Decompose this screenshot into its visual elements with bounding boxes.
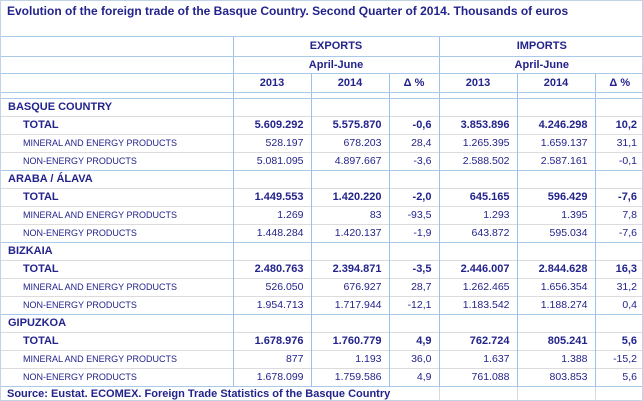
- value-cell: 1.759.586: [311, 368, 389, 386]
- value-cell: 596.429: [517, 188, 595, 206]
- year-header-row: [1, 73, 643, 92]
- section-label: BIZKAIA: [1, 242, 233, 260]
- table-title: Evolution of the foreign trade of the Basque Country. Second Quarter of 2014. Thousands of euros: [1, 1, 642, 37]
- value-cell: 803.853: [517, 368, 595, 386]
- value-cell: 678.203: [311, 134, 389, 152]
- value-cell: 805.241: [517, 332, 595, 350]
- value-cell: -7,6: [595, 188, 643, 206]
- corner-cell: [1, 37, 233, 56]
- table-row: [1, 296, 643, 314]
- source-row: [1, 386, 643, 401]
- row-label: TOTAL: [1, 332, 233, 350]
- value-cell: -3,5: [389, 260, 439, 278]
- value-cell: 36,0: [389, 350, 439, 368]
- value-cell: -0,6: [389, 116, 439, 134]
- table-row: [1, 206, 643, 224]
- row-label: TOTAL: [1, 116, 233, 134]
- row-label: MINERAL AND ENERGY PRODUCTS: [1, 206, 233, 224]
- exports-2013-header: 2013: [233, 73, 311, 92]
- row-label: NON-ENERGY PRODUCTS: [1, 368, 233, 386]
- value-cell: 1.678.976: [233, 332, 311, 350]
- row-label: MINERAL AND ENERGY PRODUCTS: [1, 134, 233, 152]
- value-cell: 10,2: [595, 116, 643, 134]
- value-cell: 1.269: [233, 206, 311, 224]
- corner-cell: [1, 73, 233, 92]
- table-row: [1, 134, 643, 152]
- value-cell: 5.575.870: [311, 116, 389, 134]
- value-cell: -3,6: [389, 152, 439, 170]
- source-note: Source: Eustat. ECOMEX. Foreign Trade Statistics of the Basque Country: [1, 386, 439, 401]
- exports-delta-header: Δ %: [389, 73, 439, 92]
- exports-group-header: EXPORTS: [233, 37, 439, 56]
- value-cell: 1.262.465: [439, 278, 517, 296]
- row-label: NON-ENERGY PRODUCTS: [1, 224, 233, 242]
- section-header-row: [1, 242, 643, 260]
- exports-period-header: April-June: [233, 56, 439, 73]
- value-cell: 1.420.220: [311, 188, 389, 206]
- value-cell: 1.678.099: [233, 368, 311, 386]
- value-cell: 28,4: [389, 134, 439, 152]
- section-header-row: [1, 98, 643, 116]
- value-cell: 4,9: [389, 332, 439, 350]
- table-row: [1, 152, 643, 170]
- imports-2014-header: 2014: [517, 73, 595, 92]
- value-cell: 1.637: [439, 350, 517, 368]
- row-label: NON-ENERGY PRODUCTS: [1, 152, 233, 170]
- imports-delta-header: Δ %: [595, 73, 643, 92]
- value-cell: 2.588.502: [439, 152, 517, 170]
- exports-2014-header: 2014: [311, 73, 389, 92]
- row-label: MINERAL AND ENERGY PRODUCTS: [1, 350, 233, 368]
- value-cell: 1.193: [311, 350, 389, 368]
- table-row: [1, 332, 643, 350]
- table-row: [1, 260, 643, 278]
- row-label: NON-ENERGY PRODUCTS: [1, 296, 233, 314]
- value-cell: 5.081.095: [233, 152, 311, 170]
- imports-2013-header: 2013: [439, 73, 517, 92]
- value-cell: -7,6: [595, 224, 643, 242]
- value-cell: 1.388: [517, 350, 595, 368]
- value-cell: 761.088: [439, 368, 517, 386]
- value-cell: 2.480.763: [233, 260, 311, 278]
- value-cell: 1.448.284: [233, 224, 311, 242]
- value-cell: 5,6: [595, 368, 643, 386]
- value-cell: 5.609.292: [233, 116, 311, 134]
- table-row: [1, 350, 643, 368]
- value-cell: -15,2: [595, 350, 643, 368]
- value-cell: -2,0: [389, 188, 439, 206]
- value-cell: 595.034: [517, 224, 595, 242]
- table-row: [1, 188, 643, 206]
- value-cell: 2.446.007: [439, 260, 517, 278]
- value-cell: 645.165: [439, 188, 517, 206]
- value-cell: 1.183.542: [439, 296, 517, 314]
- value-cell: 762.724: [439, 332, 517, 350]
- table-row: [1, 224, 643, 242]
- value-cell: 4.897.667: [311, 152, 389, 170]
- value-cell: 526.050: [233, 278, 311, 296]
- value-cell: 1.717.944: [311, 296, 389, 314]
- value-cell: 877: [233, 350, 311, 368]
- value-cell: 1.188.274: [517, 296, 595, 314]
- value-cell: 1.449.553: [233, 188, 311, 206]
- row-label: MINERAL AND ENERGY PRODUCTS: [1, 278, 233, 296]
- section-label: ARABA / ÁLAVA: [1, 170, 233, 188]
- value-cell: -0,1: [595, 152, 643, 170]
- value-cell: 83: [311, 206, 389, 224]
- value-cell: -1,9: [389, 224, 439, 242]
- group-header-row: [1, 37, 643, 56]
- value-cell: 1.659.137: [517, 134, 595, 152]
- value-cell: -93,5: [389, 206, 439, 224]
- data-table: [1, 37, 643, 401]
- value-cell: 1.656.354: [517, 278, 595, 296]
- value-cell: 2.844.628: [517, 260, 595, 278]
- value-cell: 7,8: [595, 206, 643, 224]
- value-cell: 643.872: [439, 224, 517, 242]
- value-cell: 676.927: [311, 278, 389, 296]
- imports-period-header: April-June: [439, 56, 643, 73]
- value-cell: 3.853.896: [439, 116, 517, 134]
- table-row: [1, 368, 643, 386]
- imports-group-header: IMPORTS: [439, 37, 643, 56]
- value-cell: 31,2: [595, 278, 643, 296]
- section-header-row: [1, 314, 643, 332]
- corner-cell: [1, 56, 233, 73]
- value-cell: 16,3: [595, 260, 643, 278]
- value-cell: -12,1: [389, 296, 439, 314]
- value-cell: 1.265.395: [439, 134, 517, 152]
- table-row: [1, 278, 643, 296]
- section-header-row: [1, 170, 643, 188]
- value-cell: 31,1: [595, 134, 643, 152]
- value-cell: 2.587.161: [517, 152, 595, 170]
- value-cell: 28,7: [389, 278, 439, 296]
- row-label: TOTAL: [1, 260, 233, 278]
- value-cell: 1.293: [439, 206, 517, 224]
- section-label: GIPUZKOA: [1, 314, 233, 332]
- value-cell: 1.395: [517, 206, 595, 224]
- row-label: TOTAL: [1, 188, 233, 206]
- value-cell: 528.197: [233, 134, 311, 152]
- value-cell: 4.246.298: [517, 116, 595, 134]
- table-row: [1, 116, 643, 134]
- period-header-row: [1, 56, 643, 73]
- value-cell: 1.954.713: [233, 296, 311, 314]
- value-cell: 0,4: [595, 296, 643, 314]
- value-cell: 5,6: [595, 332, 643, 350]
- value-cell: 1.420.137: [311, 224, 389, 242]
- value-cell: 4,9: [389, 368, 439, 386]
- value-cell: 1.760.779: [311, 332, 389, 350]
- section-label: BASQUE COUNTRY: [1, 98, 233, 116]
- value-cell: 2.394.871: [311, 260, 389, 278]
